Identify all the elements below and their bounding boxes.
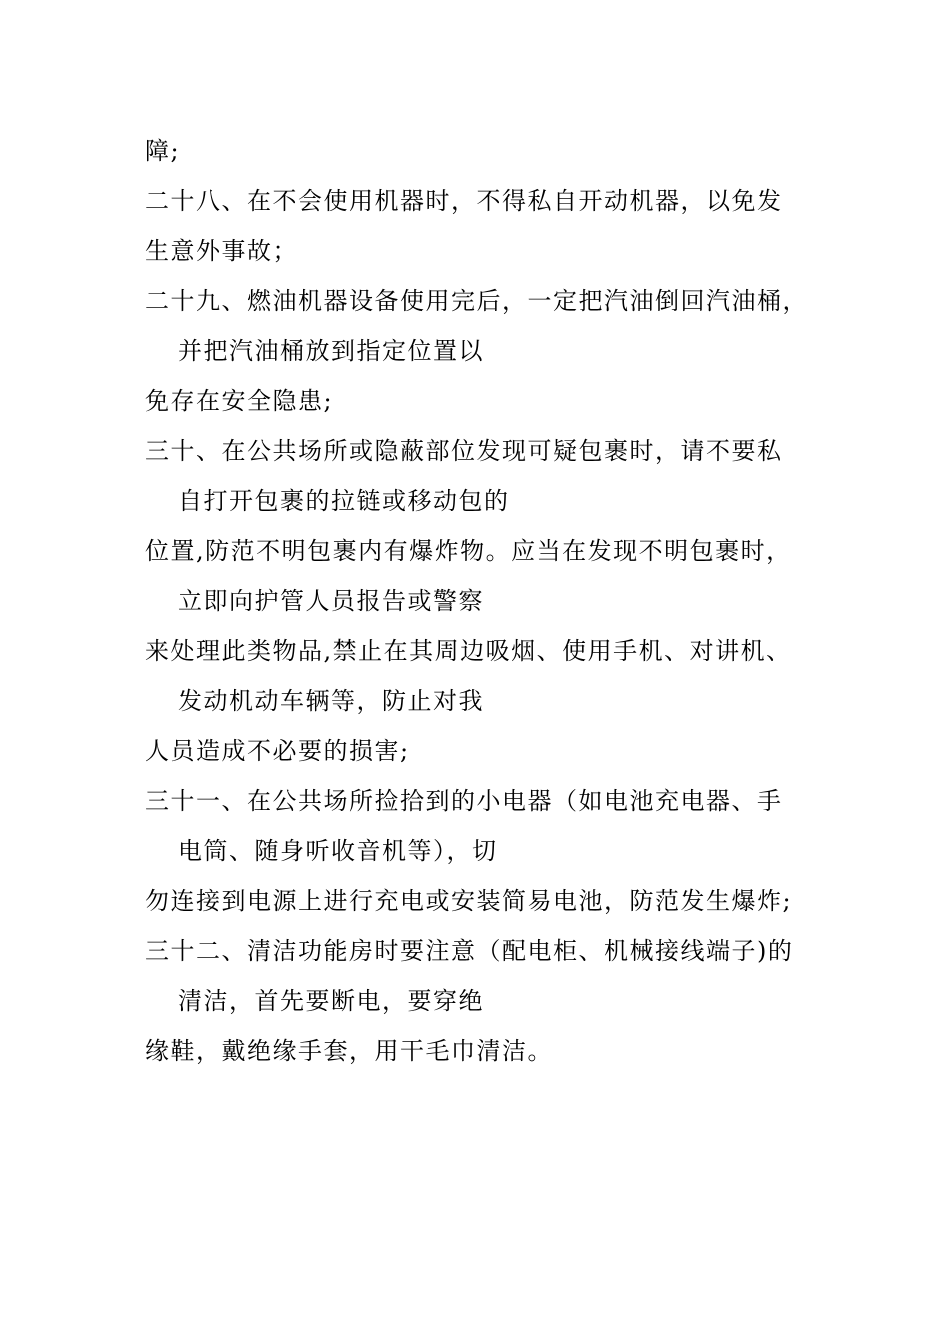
text-line-indented: 立即向护管人员报告或警察	[178, 587, 484, 615]
text-line: 生意外事故；	[145, 237, 298, 265]
text-line-indented: 自打开包裹的拉链或移动包的	[178, 487, 510, 515]
text-line: 勿连接到电源上进行充电或安装简易电池，防范发生爆炸;	[145, 887, 793, 915]
text-line: 二十九、燃油机器设备使用完后，一定把汽油倒回汽油桶，	[145, 287, 808, 315]
text-line: 三十一、在公共场所捡拾到的小电器（如电池充电器、手	[145, 787, 783, 815]
text-line: 来处理此类物品,禁止在其周边吸烟、使用手机、对讲机、	[145, 637, 792, 665]
text-line-indented: 电筒、随身听收音机等），切	[178, 837, 498, 865]
text-line: 人员造成不必要的损害;	[145, 737, 410, 765]
text-line: 三十、在公共场所或隐蔽部位发现可疑包裹时，请不要私	[145, 437, 783, 465]
text-line: 缘鞋，戴绝缘手套，用干毛巾清洁。	[145, 1037, 553, 1065]
text-line-indented: 并把汽油桶放到指定位置以	[178, 337, 484, 365]
text-line: 免存在安全隐患;	[145, 387, 334, 415]
text-line-indented: 清洁，首先要断电，要穿绝	[178, 987, 484, 1015]
text-line: 位置,防范不明包裹内有爆炸物。应当在发现不明包裹时，	[145, 537, 792, 565]
text-line-indented: 发动机动车辆等，防止对我	[178, 687, 484, 715]
text-line: 二十八、在不会使用机器时，不得私自开动机器，以免发	[145, 187, 783, 215]
text-line: 三十二、清洁功能房时要注意（配电柜、机械接线端子)的	[145, 937, 794, 965]
text-line: 障;	[145, 137, 181, 165]
